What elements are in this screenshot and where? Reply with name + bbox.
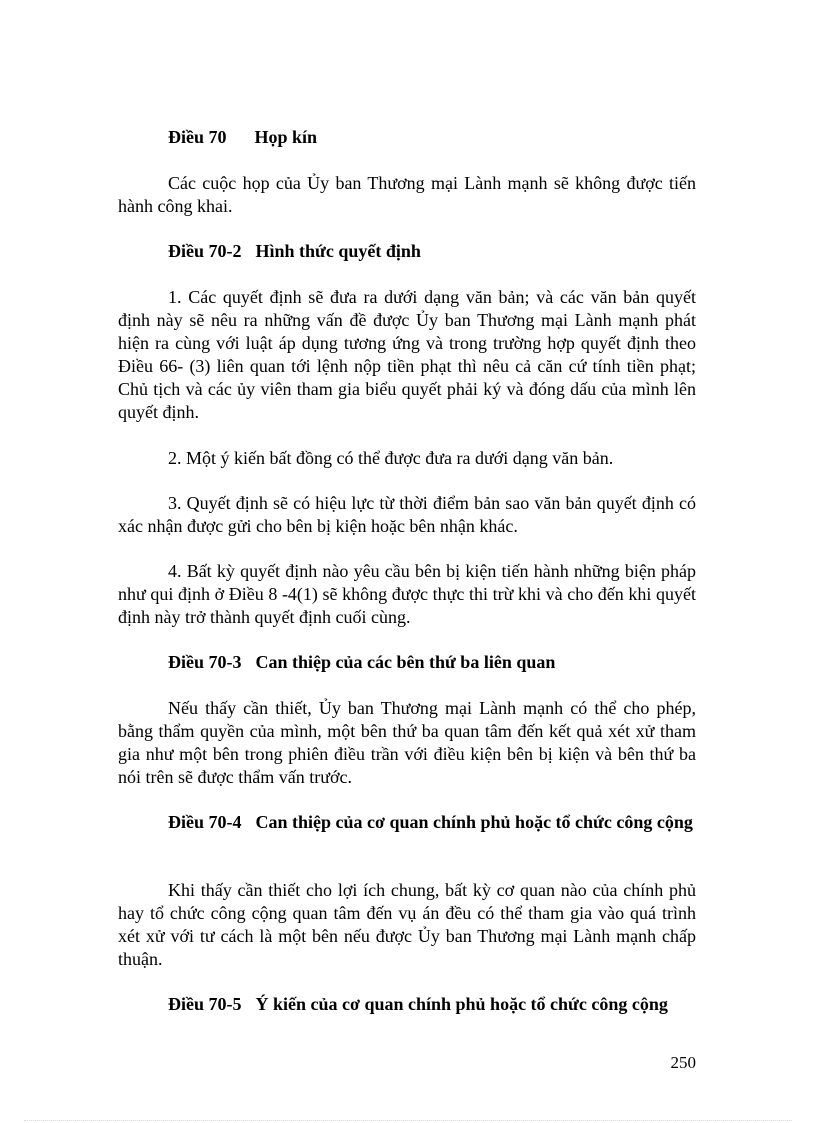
document-page	[118, 0, 696, 1123]
article-number: Điều 70-4	[168, 812, 242, 832]
article-heading-70	[118, 126, 696, 149]
page-bottom-rule	[24, 1120, 792, 1121]
article-paragraph: 1. Các quyết định sẽ đưa ra dưới dạng văn bản; và các văn bản quyết định này sẽ nêu ra những vấn đề được Ủy ban Thương mại Lành mạnh phát hiện ra cùng với luật áp dụng tương ứng và trong trường hợp quyết định theo Điều 66- (3) liên quan tới lệnh nộp tiền phạt thì nêu cả căn cứ tính tiền phạt; Chủ tịch và các ủy viên tham gia biểu quyết phải ký và đóng dấu của mình lên quyết định.	[118, 287, 696, 422]
article-heading-70-5	[118, 993, 696, 1016]
article-title: Ý kiến của cơ quan chính phủ hoặc tổ chức công cộng	[255, 994, 668, 1014]
page-number: 250	[670, 1053, 696, 1072]
article-heading-70-4	[118, 811, 696, 834]
article-title: Họp kín	[254, 127, 318, 147]
article-paragraph: 4. Bất kỳ quyết định nào yêu cầu bên bị kiện tiến hành những biện pháp như qui định ở Điều 8 -4(1) sẽ không được thực thi trừ khi và cho đến khi quyết định này trở thành quyết định cuối cùng.	[118, 561, 696, 627]
article-paragraph: 3. Quyết định sẽ có hiệu lực từ thời điểm bản sao văn bản quyết định có xác nhận được gửi cho bên bị kiện hoặc bên nhận khác.	[118, 493, 696, 536]
article-number: Điều 70-3	[168, 652, 242, 672]
article-paragraph: Nếu thấy cần thiết, Ủy ban Thương mại Lành mạnh có thể cho phép, bằng thẩm quyền của mình, một bên thứ ba quan tâm đến kết quả xét xử tham gia như một bên trong phiên điều trần với điều kiện bên bị kiện và bên thứ ba nói trên sẽ được thẩm vấn trước.	[118, 698, 696, 787]
article-heading-70-2	[118, 240, 696, 263]
article-number: Điều 70-2	[168, 241, 242, 261]
article-heading-70-3	[118, 651, 696, 674]
article-title: Hình thức quyết định	[255, 241, 421, 261]
article-paragraph: Khi thấy cần thiết cho lợi ích chung, bất kỳ cơ quan nào của chính phủ hay tổ chức công cộng quan tâm đến vụ án đều có thể tham gia vào quá trình xét xử với tư cách là một bên nếu được Ủy ban Thương mại Lành mạnh chấp thuận.	[118, 880, 696, 969]
article-title: Can thiệp của các bên thứ ba liên quan	[255, 652, 556, 672]
article-number: Điều 70-5	[168, 994, 242, 1014]
article-paragraph: Các cuộc họp của Ủy ban Thương mại Lành mạnh sẽ không được tiến hành công khai.	[118, 173, 696, 216]
article-number: Điều 70	[168, 127, 227, 147]
article-title: Can thiệp của cơ quan chính phủ hoặc tổ chức công cộng	[255, 812, 693, 832]
article-paragraph: 2. Một ý kiến bất đồng có thể được đưa ra dưới dạng văn bản.	[168, 448, 614, 468]
